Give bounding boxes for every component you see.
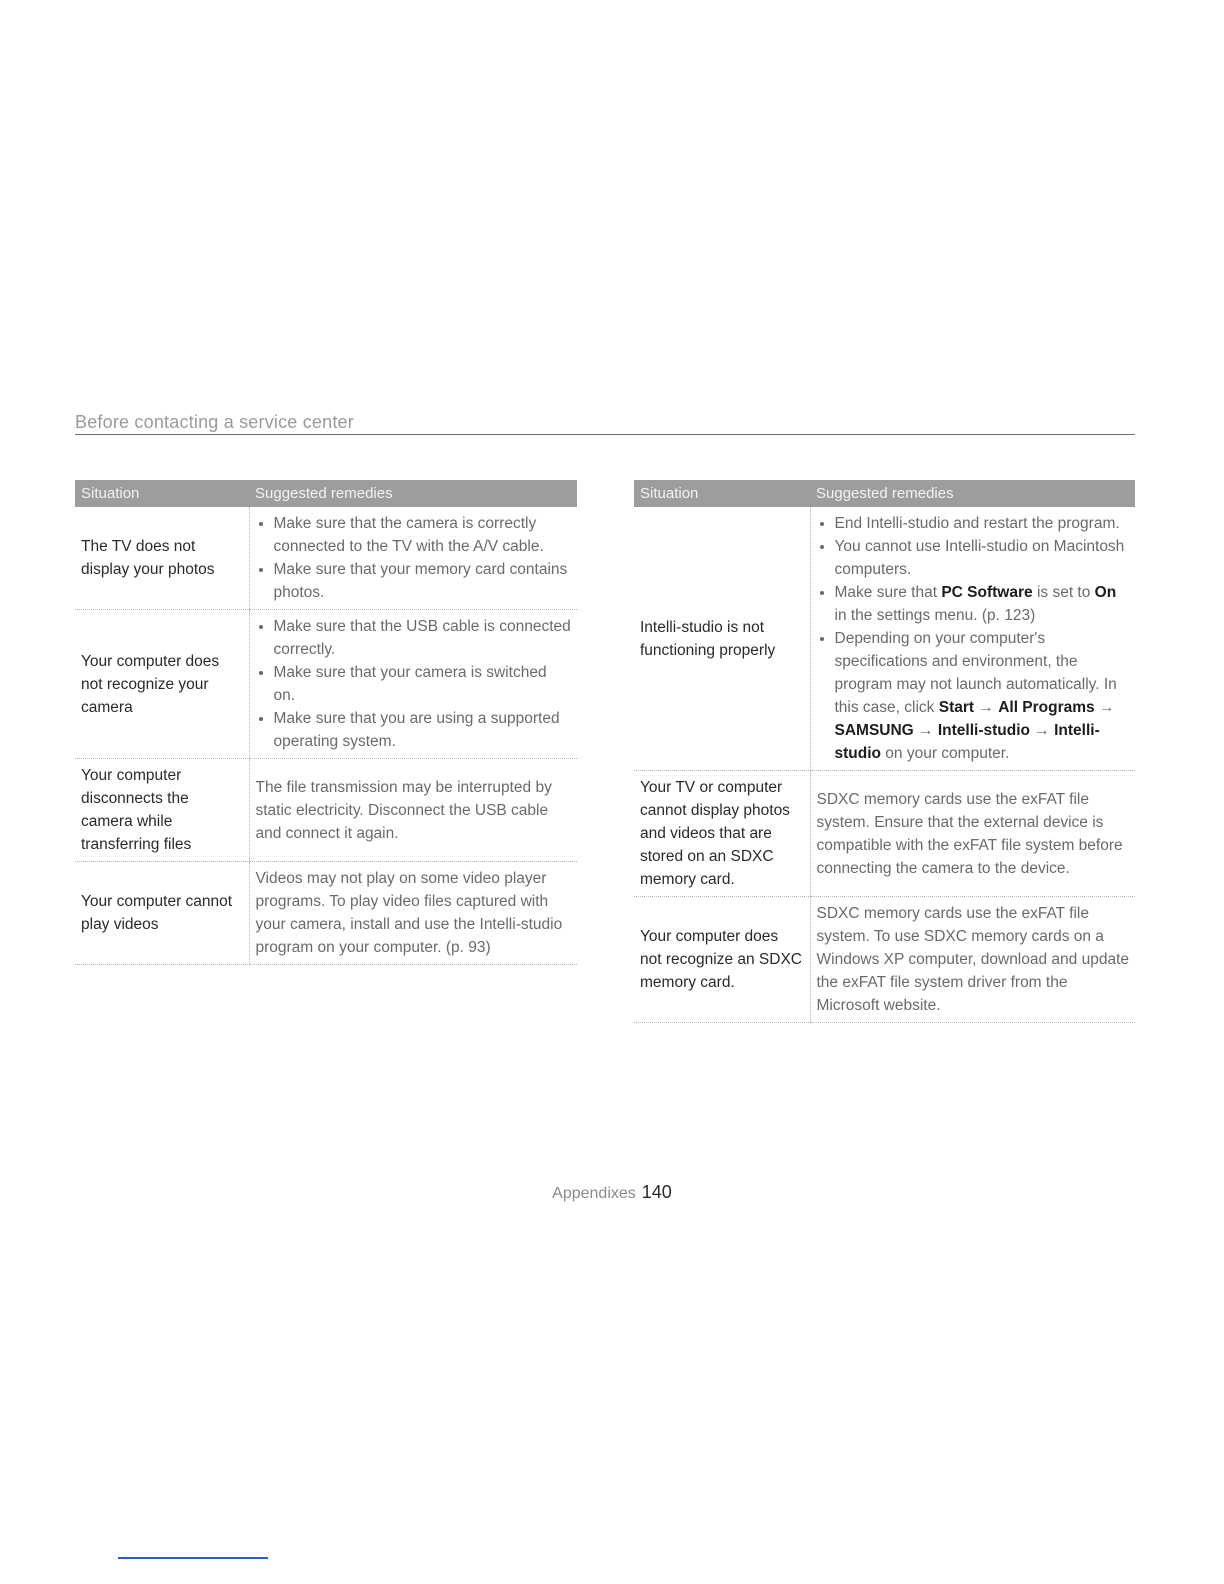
table-row: [634, 897, 1135, 1023]
situation-cell: Your computer cannot play videos: [75, 862, 249, 965]
remedy-cell: [810, 507, 1135, 771]
column-header-situation: Situation: [634, 480, 810, 507]
remedy-cell: [249, 507, 577, 610]
arrow-icon: →: [1094, 699, 1115, 716]
menu-path-intelli-studio-folder: Intelli-studio: [937, 722, 1030, 739]
remedy-cell: [249, 610, 577, 759]
remedy-list: [256, 615, 572, 753]
menu-option-pc-software: PC Software: [941, 584, 1033, 601]
arrow-icon: →: [974, 699, 999, 716]
table-row: [75, 507, 577, 610]
remedy-cell: The file transmission may be interrupted by static electricity. Disconnect the USB cable and connect it again.: [249, 759, 577, 862]
text-fragment: Depending on your computer's specifications and environment, the program may not launch automatically. In this case, click: [834, 630, 1117, 716]
table-row: [75, 759, 577, 862]
page-footer: [0, 1182, 1224, 1203]
remedy-cell: SDXC memory cards use the exFAT file system. Ensure that the external device is compatible with the exFAT file system before connecting the camera to the device.: [810, 771, 1135, 897]
menu-path-start: Start: [938, 699, 975, 716]
bottom-accent-line: [118, 1557, 268, 1559]
table-header-row: [634, 480, 1135, 507]
situation-cell: Your TV or computer cannot display photos and videos that are stored on an SDXC memory card.: [634, 771, 810, 897]
table-row: [634, 771, 1135, 897]
column-header-situation: Situation: [75, 480, 249, 507]
remedy-bullet: • Make sure that your camera is switched on.: [274, 661, 572, 707]
table-row: [634, 507, 1135, 771]
remedy-bullet: • Make sure that the camera is correctly connected to the TV with the A/V cable.: [274, 512, 572, 558]
arrow-icon: →: [1030, 722, 1055, 739]
header-divider: [75, 434, 1135, 435]
menu-path-all-programs: All Programs: [998, 699, 1095, 716]
text-fragment: is set to: [1032, 584, 1095, 601]
troubleshooting-table-right: [634, 480, 1135, 1023]
remedy-bullet: [835, 627, 1130, 765]
situation-cell: Your computer does not recognize your camera: [75, 610, 249, 759]
remedy-bullet: • You cannot use Intelli-studio on Macintosh computers.: [835, 535, 1130, 581]
remedy-bullet: [835, 581, 1130, 627]
remedy-cell: SDXC memory cards use the exFAT file system. To use SDXC memory cards on a Windows XP computer, download and update the exFAT file system driver from the Microsoft website.: [810, 897, 1135, 1023]
situation-cell: Intelli-studio is not functioning properly: [634, 507, 810, 771]
situation-cell: Your computer disconnects the camera while transferring files: [75, 759, 249, 862]
page-number: 140: [641, 1182, 672, 1202]
menu-path-samsung: SAMSUNG: [834, 722, 914, 739]
situation-cell: The TV does not display your photos: [75, 507, 249, 610]
text-fragment: Make sure that: [834, 584, 942, 601]
column-header-remedies: Suggested remedies: [810, 480, 1135, 507]
remedy-bullet: • Make sure that you are using a supported operating system.: [274, 707, 572, 753]
section-header-title: Before contacting a service center: [75, 412, 354, 432]
remedy-cell: Videos may not play on some video player programs. To play video files captured with your camera, install and use the Intelli-studio program on your computer. (p. 93): [249, 862, 577, 965]
remedy-bullet: • Make sure that the USB cable is connected correctly.: [274, 615, 572, 661]
table-row: [75, 610, 577, 759]
footer-section-label: Appendixes: [552, 1185, 636, 1202]
table-header-row: [75, 480, 577, 507]
remedy-bullet: • End Intelli-studio and restart the program.: [835, 512, 1130, 535]
table-row: [75, 862, 577, 965]
remedy-bullet: • Make sure that your memory card contains photos.: [274, 558, 572, 604]
text-fragment: on your computer.: [881, 745, 1010, 762]
column-header-remedies: Suggested remedies: [249, 480, 577, 507]
menu-path-intelli-studio-app: Intelli-studio: [834, 722, 1100, 762]
text-fragment: in the settings menu. (p. 123): [834, 607, 1036, 624]
remedy-list: [256, 512, 572, 604]
setting-value-on: On: [1094, 584, 1117, 601]
arrow-icon: →: [913, 722, 938, 739]
situation-cell: Your computer does not recognize an SDXC memory card.: [634, 897, 810, 1023]
troubleshooting-table-left: [75, 480, 577, 965]
remedy-list: [817, 512, 1130, 765]
